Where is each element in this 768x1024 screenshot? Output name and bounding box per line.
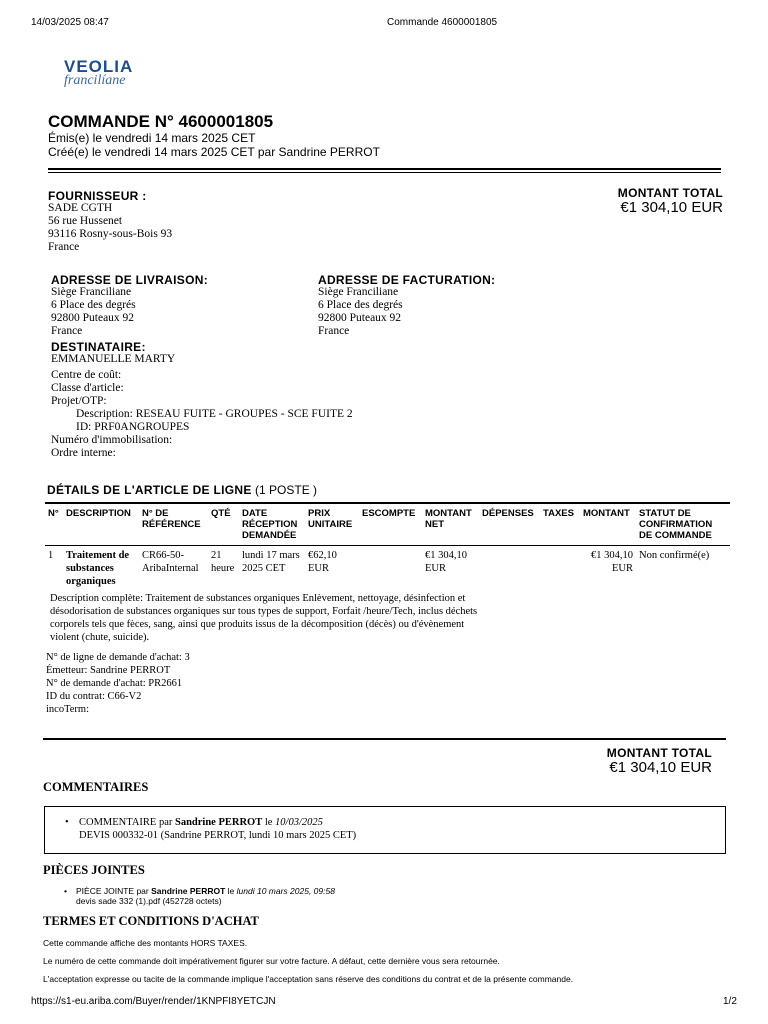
supplier-line: SADE CGTH xyxy=(48,202,113,214)
cost-center: Centre de coût: xyxy=(51,369,122,381)
attachment-date: lundi 10 mars 2025, 09:58 xyxy=(236,886,335,896)
col-header: TAXES xyxy=(543,508,574,519)
meta-line: N° de demande d'achat: PR2661 xyxy=(46,678,183,689)
col-header: STATUT DE CONFIRMATION DE COMMANDE xyxy=(639,508,713,541)
print-datetime: 14/03/2025 08:47 xyxy=(31,17,109,28)
attachment-on: le xyxy=(227,886,235,896)
col-header: DÉPENSES xyxy=(482,508,534,519)
line-meta xyxy=(46,651,190,716)
cell-net: €1 304,10 EUR xyxy=(425,550,467,574)
project-otp: Projet/OTP: xyxy=(51,395,107,407)
col-header: DATE RÉCEPTION DEMANDÉE xyxy=(242,508,298,541)
cell-date: lundi 17 mars 2025 CET xyxy=(242,550,300,574)
asset-number: Numéro d'immobilisation: xyxy=(51,434,173,446)
terms-line: Cette commande affiche des montants HORS TAXES. xyxy=(43,938,248,948)
total-top-value: €1 304,10 EUR xyxy=(620,199,723,216)
bullet-icon: • xyxy=(64,886,67,896)
table-header-row xyxy=(45,503,730,546)
cell-status: Non confirmé(e) xyxy=(639,550,710,561)
attachments-title: PIÈCES JOINTES xyxy=(43,863,145,877)
attachment-prefix: PIÈCE JOINTE par xyxy=(76,886,149,896)
supplier-line: 56 rue Hussenet xyxy=(48,215,123,227)
print-page-title: Commande 4600001805 xyxy=(387,17,498,28)
meta-line: ID du contrat: C66-V2 xyxy=(46,691,142,702)
cell-taxes xyxy=(540,546,580,592)
delivery-line: France xyxy=(51,325,83,337)
cell-description: Traitement de substances organiques xyxy=(66,550,130,587)
total-top-label: MONTANT TOTAL xyxy=(617,186,723,200)
total-top xyxy=(618,186,723,216)
supplier-line: France xyxy=(48,241,80,253)
comment-header xyxy=(65,816,356,829)
cell-num: 1 xyxy=(48,550,54,561)
billing-address xyxy=(318,286,403,338)
col-header: ESCOMPTE xyxy=(362,508,416,519)
total-bottom-value: €1 304,10 EUR xyxy=(609,759,712,776)
attachment-header xyxy=(64,886,335,896)
delivery-line: 6 Place des degrés xyxy=(51,299,136,311)
project-id: ID: PRF0ANGROUPES xyxy=(76,421,190,433)
cell-unit-price: €62,10 EUR xyxy=(308,550,337,574)
comment-author: Sandrine PERROT xyxy=(174,817,263,828)
cell-reference: CR66-50-AribaInternal xyxy=(142,550,199,574)
meta-line: incoTerm: xyxy=(46,704,89,715)
cell-qty: 21 heure xyxy=(211,550,235,574)
comment-date: 10/03/2025 xyxy=(275,817,323,828)
order-created: Créé(e) le vendredi 14 mars 2025 CET par Sandrine PERROT xyxy=(48,145,380,159)
recipient-label: DESTINATAIRE: xyxy=(51,340,146,354)
bullet-icon: • xyxy=(65,817,69,828)
recipient-details xyxy=(51,369,353,460)
cell-discount xyxy=(359,546,422,592)
billing-line: France xyxy=(318,325,350,337)
supplier-line: 93116 Rosny-sous-Bois 93 xyxy=(48,228,173,240)
col-header: MONTANT NET xyxy=(425,508,472,530)
order-issued: Émis(e) le vendredi 14 mars 2025 CET xyxy=(48,131,256,145)
col-header: N° xyxy=(48,508,59,519)
billing-line: 92800 Puteaux 92 xyxy=(318,312,402,324)
comments-title: COMMENTAIRES xyxy=(43,780,149,794)
cell-expenses xyxy=(479,546,540,592)
attachment-author: Sandrine PERROT xyxy=(151,886,226,896)
details-divider xyxy=(43,738,726,740)
attachment-file[interactable]: devis sade 332 (1).pdf (452728 octets) xyxy=(76,896,222,906)
col-header: N° DE RÉFÉRENCE xyxy=(142,508,201,530)
line-items-table xyxy=(45,502,730,591)
print-url: https://s1-eu.ariba.com/Buyer/render/1KNPFI8YETCJN xyxy=(31,996,276,1007)
billing-line: 6 Place des degrés xyxy=(318,299,403,311)
recipient-name: EMMANUELLE MARTY xyxy=(51,353,176,365)
header-divider xyxy=(48,168,721,173)
col-header: PRIX UNITAIRE xyxy=(308,508,353,530)
article-class: Classe d'article: xyxy=(51,382,124,394)
total-bottom xyxy=(607,746,712,776)
total-bottom-label: MONTANT TOTAL xyxy=(606,746,712,760)
comment-on: le xyxy=(264,817,273,828)
attachment-item xyxy=(64,886,335,906)
supplier-address xyxy=(48,202,172,254)
delivery-label: ADRESSE DE LIVRAISON: xyxy=(51,273,208,287)
col-header: MONTANT xyxy=(583,508,630,519)
terms-line: Le numéro de cette commande doit impérativement figurer sur votre facture. A défaut, cette dernière vous sera retournée. xyxy=(43,956,500,966)
comments-box xyxy=(44,806,726,854)
meta-line: N° de ligne de demande d'achat: 3 xyxy=(46,652,190,663)
comment-item xyxy=(65,816,356,842)
meta-line: Émetteur: Sandrine PERROT xyxy=(46,665,171,676)
logo-main-text: VEOLIA xyxy=(64,57,134,76)
billing-label: ADRESSE DE FACTURATION: xyxy=(318,273,496,287)
details-title-text: DÉTAILS DE L'ARTICLE DE LIGNE xyxy=(47,483,252,497)
delivery-line: Siège Franciliane xyxy=(51,286,132,298)
cell-amount: €1 304,10 EUR xyxy=(591,550,633,574)
print-page-number: 1/2 xyxy=(723,996,737,1007)
logo-sub-text: francilíane xyxy=(64,73,126,88)
supplier-label: FOURNISSEUR : xyxy=(48,189,147,203)
terms-title: TERMES ET CONDITIONS D'ACHAT xyxy=(43,914,259,928)
table-row xyxy=(45,546,730,592)
order-title: COMMANDE N° 4600001805 xyxy=(48,112,274,131)
terms-line: L'acceptation expresse ou tacite de la commande implique l'acceptation sans réserve des conditions du contrat et de la présente commande. xyxy=(43,974,574,984)
internal-order: Ordre interne: xyxy=(51,447,116,459)
col-header: QTÉ xyxy=(211,508,231,519)
project-description: Description: RESEAU FUITE - GROUPES - SCE FUITE 2 xyxy=(76,408,353,420)
comment-text: DEVIS 000332-01 (Sandrine PERROT, lundi 10 mars 2025 CET) xyxy=(79,830,357,841)
full-description: Description complète: Traitement de substances organiques Enlèvement, nettoyage, désinfection et désodorisation de substances organiques sur tous types de support, Forfait /heure/Tech, inclus déchets corporels tels que fèces, sang, ainsi que produits issus de la décomposition (décès) ou d'évènement violent (chute, suicide). xyxy=(50,593,478,643)
veolia-logo xyxy=(64,57,133,89)
comment-prefix: COMMENTAIRE par xyxy=(79,817,173,828)
delivery-address xyxy=(51,286,136,338)
billing-line: Siège Franciliane xyxy=(318,286,399,298)
col-header: DESCRIPTION xyxy=(66,508,131,519)
details-title xyxy=(47,483,317,497)
delivery-line: 92800 Puteaux 92 xyxy=(51,312,135,324)
details-count: (1 POSTE ) xyxy=(255,483,318,497)
